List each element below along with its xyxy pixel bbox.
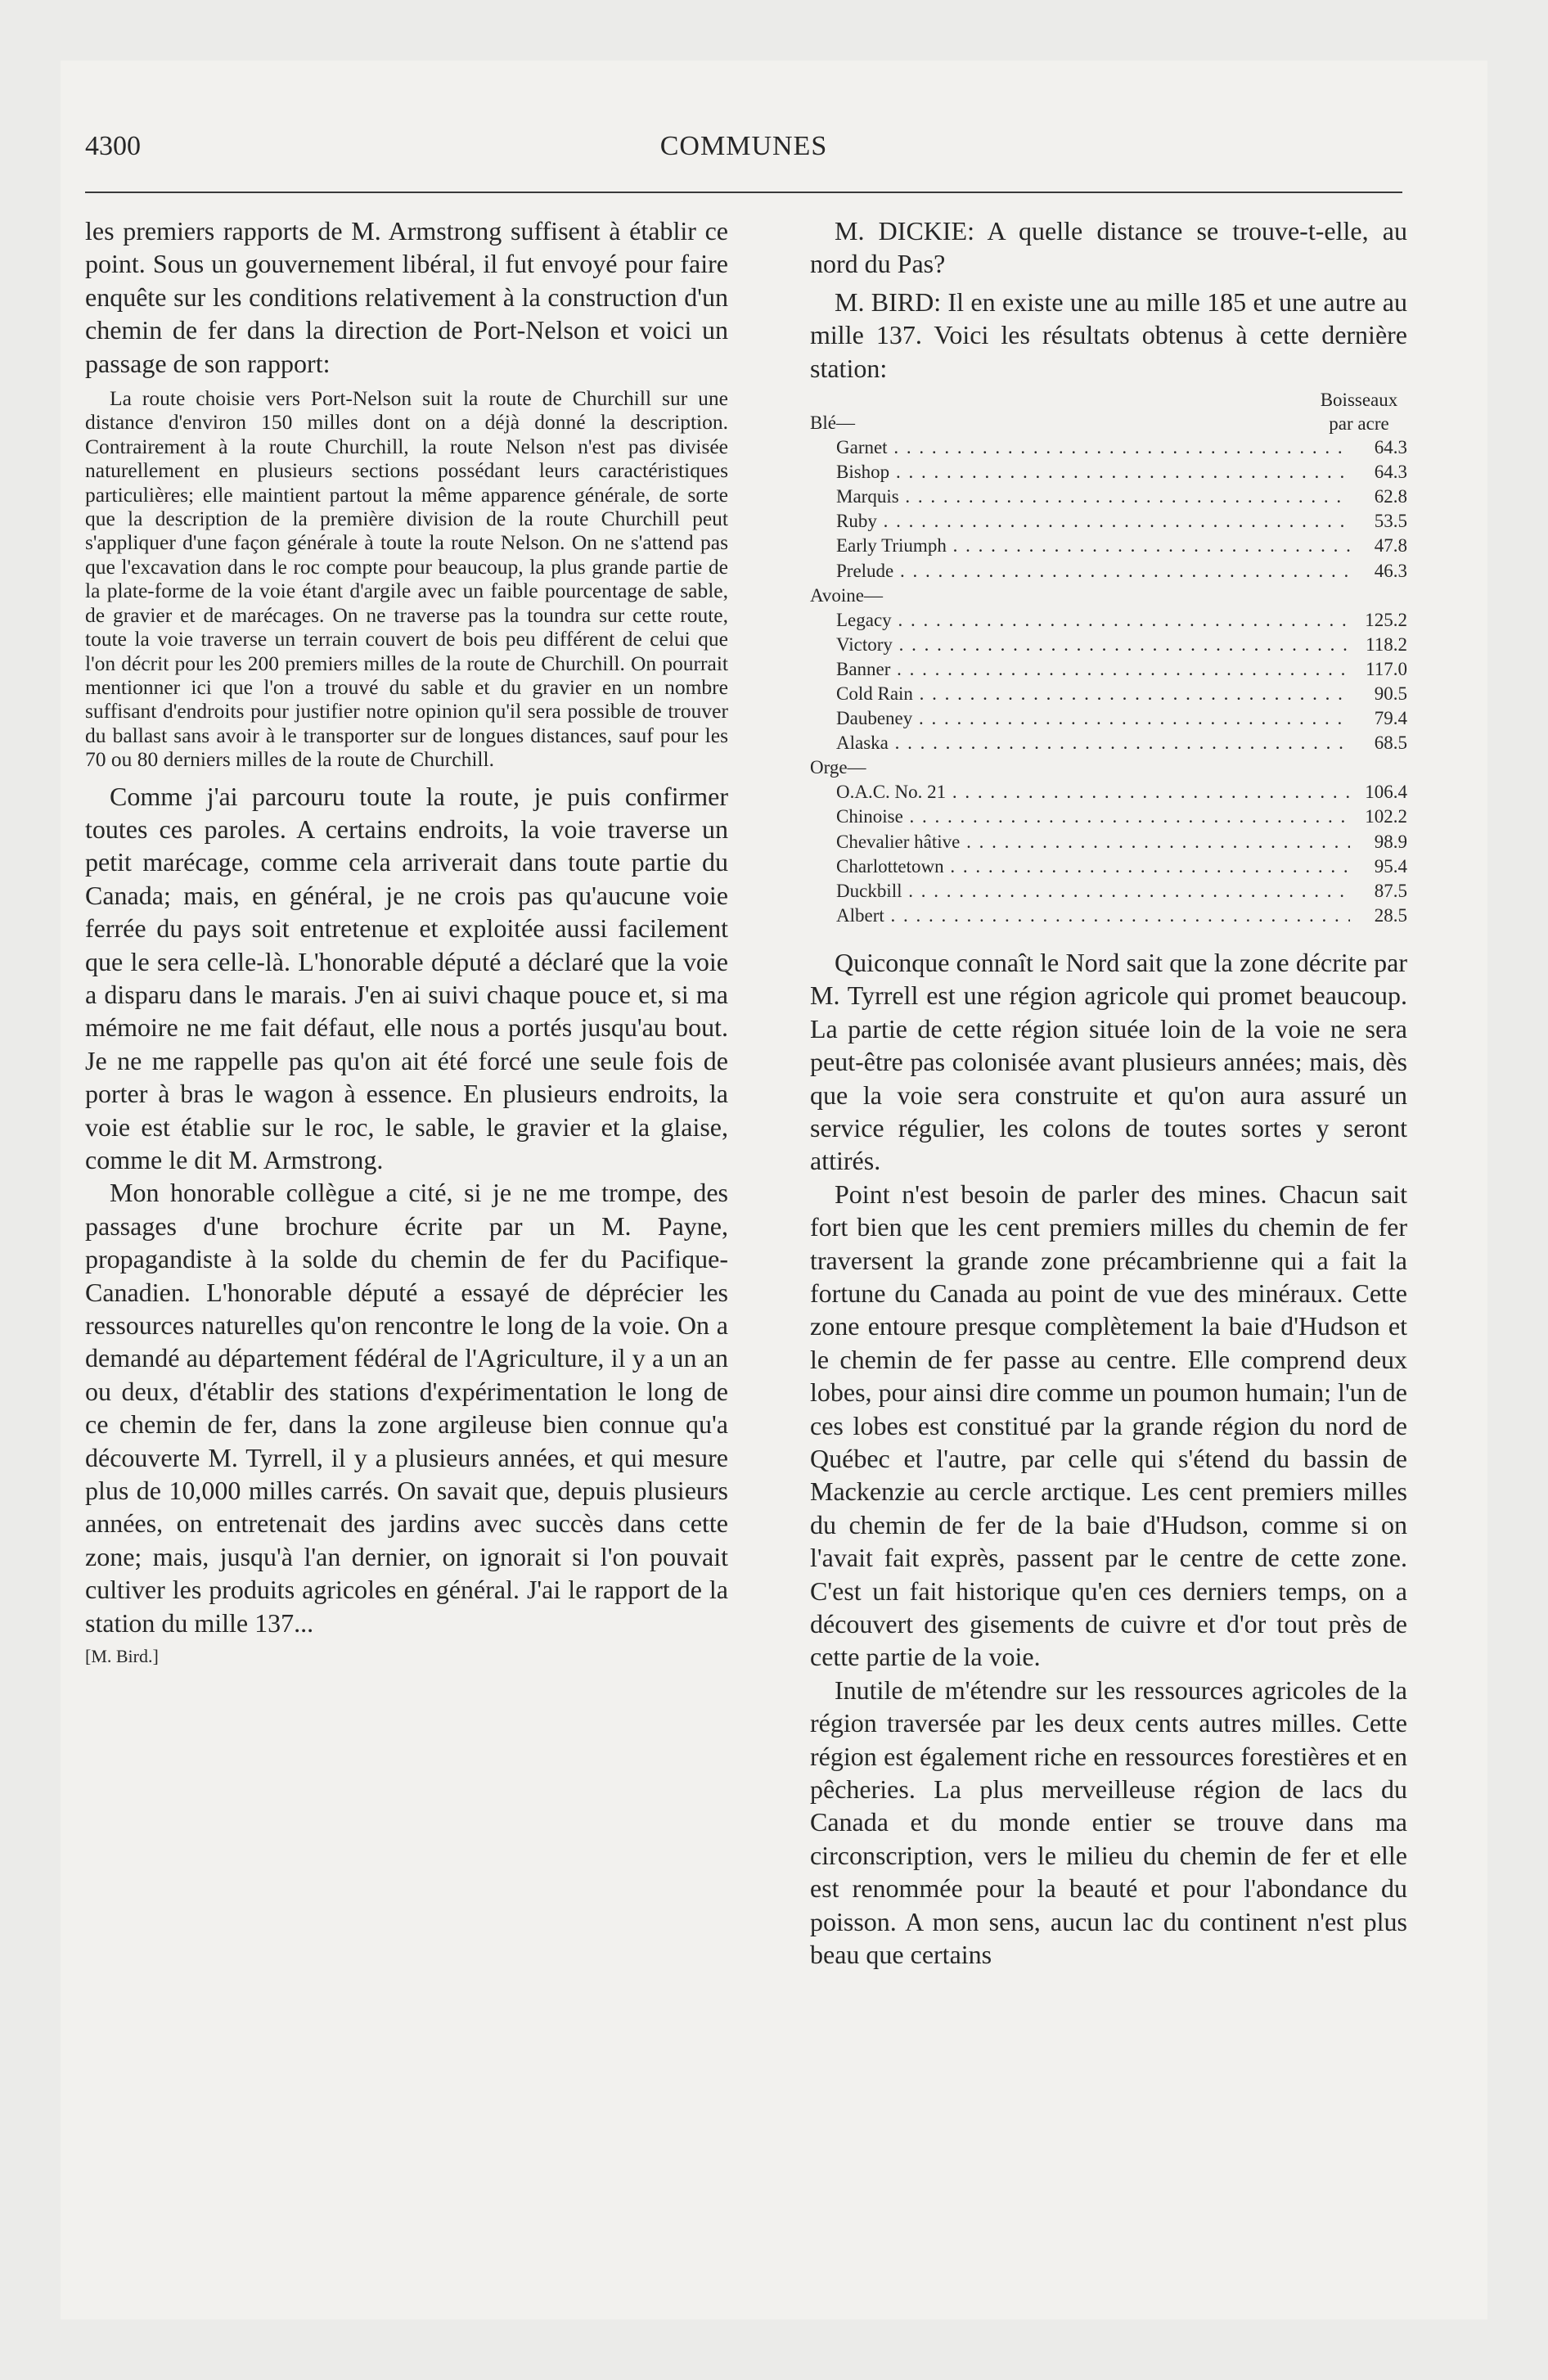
variety-name: Marquis . . . bbox=[810, 485, 1350, 509]
variety-name: Prelude . . . bbox=[810, 559, 1350, 584]
grain-yield-table bbox=[810, 388, 1407, 928]
yield-value: 125.2 bbox=[1365, 609, 1407, 630]
paragraph: M. BIRD: Il en existe une au mille 185 et une autre au mille 137. Voici les résultats obtenus à cette dernière station: bbox=[810, 286, 1407, 383]
variety-name: Early Triumph . . . bbox=[810, 534, 1350, 558]
table-row bbox=[810, 657, 1407, 682]
table-row bbox=[810, 731, 1407, 755]
paragraph: Mon honorable collègue a cité, si je ne me trompe, des passages d'une brochure écrite par un M. Payne, propagandiste à la solde du chemin de fer du Pacifique-Canadien. L'honorable député a essayé de déprécier les ressources naturelles qu'on rencontre le long de la voie. On a demandé au département fédéral de l'Agriculture, il y a un an ou deux, d'établir des stations d'expérimentation le long de ce chemin de fer, dans la zone argileuse bien connue qu'a découverte M. Tyrrell, il y a plusieurs années, et qui mesure plus de 10,000 milles carrés. On savait que, depuis plusieurs années, on entretenait des jardins avec succès dans cette zone; mais, jusqu'à l'an dernier, on ignorait si l'on pouvait cultiver les produits agricoles en général. J'ai le rapport de la station du mille 137... bbox=[85, 1178, 728, 1638]
variety-name: Bishop . . . bbox=[810, 460, 1350, 485]
table-header bbox=[810, 388, 1407, 435]
paragraph: Comme j'ai parcouru toute la route, je puis confirmer toutes ces paroles. A certains endroits, la voie traverse un petit marécage, comme cela arriverait dans toute partie du Canada; mais, en général, je ne crois pas qu'aucune voie ferrée du pays soit entretenue et exploitée aussi facilement que le sera celle-là. L'honorable député a déclaré que la voie a disparu dans le marais. J'en ai suivi chaque pouce et, si ma mémoire ne me fait défaut, elle nous a portés jusqu'au bout. Je ne me rappelle pas qu'on ait été forcé une seule fois de porter à bras le wagon à essence. En plusieurs endroits, la voie est établie sur le roc, le sable, le gravier et la glaise, comme le dit M. Armstrong. bbox=[85, 781, 728, 1174]
table-row bbox=[810, 706, 1407, 731]
variety-name: Albert . . . bbox=[810, 904, 1350, 928]
unit-heading bbox=[1306, 388, 1412, 435]
yield-value: 87.5 bbox=[1374, 880, 1407, 901]
paragraph: les premiers rapports de M. Armstrong suffisent à établir ce point. Sous un gouvernement libéral, il fut envoyé pour faire enquête sur les conditions relativement à la construction d'un chemin de fer dans la direction de Port-Nelson et voici un passage de son rapport: bbox=[85, 216, 728, 378]
category-label: Orge— bbox=[810, 757, 866, 778]
paragraph: Point n'est besoin de parler des mines. Chacun sait fort bien que les cent premiers milles du chemin de fer traversent la grande zone précambrienne qui a fait la fortune du Canada au point de vue des minéraux. Cette zone entoure presque complètement la baie d'Hudson et le chemin de fer passe au centre. Elle comprend deux lobes, pour ainsi dire comme un poumon humain; l'un de ces lobes est constitué par la grande région du nord de Québec et l'autre, par celle qui s'étend du bassin de Mackenzie au cercle arctique. Les cent premiers milles du chemin de fer de la baie d'Hudson, comme si on l'avait fait exprès, passent par le centre de cette zone. C'est un fait historique qu'en ces derniers temps, on a découvert des gisements de cuivre et d'or tout près de cette partie de la voie. bbox=[810, 1179, 1407, 1672]
category-label: Avoine— bbox=[810, 584, 884, 606]
unit-line: par acre bbox=[1329, 413, 1389, 435]
variety-name: Victory . . . bbox=[810, 633, 1350, 657]
yield-value: 47.8 bbox=[1374, 535, 1407, 557]
variety-name: Legacy . . . bbox=[810, 608, 1350, 633]
yield-value: 98.9 bbox=[1374, 831, 1407, 852]
yield-value: 46.3 bbox=[1374, 560, 1407, 581]
unit-line: Boisseaux bbox=[1320, 390, 1398, 411]
yield-value: 118.2 bbox=[1366, 633, 1407, 655]
page-number: 4300 bbox=[85, 131, 141, 161]
table-row bbox=[810, 682, 1407, 706]
table-row bbox=[810, 830, 1407, 854]
table-row bbox=[810, 854, 1407, 879]
yield-value: 102.2 bbox=[1365, 806, 1407, 827]
variety-name: Ruby . . . bbox=[810, 509, 1350, 534]
variety-name: Cold Rain . . . bbox=[810, 682, 1350, 706]
yield-value: 79.4 bbox=[1374, 708, 1407, 729]
variety-name: Duckbill . . . bbox=[810, 879, 1350, 904]
left-column bbox=[85, 214, 728, 1667]
speaker-signature: [M. Bird.] bbox=[85, 1646, 159, 1667]
header-rule bbox=[85, 192, 1402, 193]
paragraph: M. DICKIE: A quelle distance se trouve-t-elle, au nord du Pas? bbox=[810, 216, 1407, 279]
variety-name: O.A.C. No. 21 . . . bbox=[810, 780, 1350, 805]
variety-name: Alaska . . . bbox=[810, 731, 1350, 755]
paragraph: Quiconque connaît le Nord sait que la zone décrite par M. Tyrrell est une région agricole qui promet beaucoup. La partie de cette région située loin de la voie ne sera peut-être pas colonisée avant plusieurs années; mais, dès que la voie sera construite et qu'on aura assuré un service régulier, les colons de toutes sortes y seront attirés. bbox=[810, 947, 1407, 1176]
yield-value: 106.4 bbox=[1365, 782, 1407, 803]
table-row bbox=[810, 608, 1407, 633]
yield-value: 62.8 bbox=[1374, 486, 1407, 507]
yield-value: 28.5 bbox=[1374, 904, 1407, 926]
table-row bbox=[810, 633, 1407, 657]
table-row bbox=[810, 534, 1407, 558]
table-row bbox=[810, 879, 1407, 904]
table-row bbox=[810, 805, 1407, 829]
yield-value: 64.3 bbox=[1374, 462, 1407, 483]
variety-name: Charlottetown . . . bbox=[810, 854, 1350, 879]
table-row bbox=[810, 435, 1407, 460]
right-column bbox=[810, 214, 1407, 1972]
yield-value: 90.5 bbox=[1374, 683, 1407, 704]
yield-value: 95.4 bbox=[1374, 855, 1407, 877]
variety-name: Chinoise . . . bbox=[810, 805, 1350, 829]
yield-value: 64.3 bbox=[1374, 437, 1407, 458]
yield-value: 53.5 bbox=[1374, 511, 1407, 532]
variety-name: Chevalier hâtive . . . bbox=[810, 830, 1350, 854]
variety-name: Banner . . . bbox=[810, 657, 1350, 682]
table-row bbox=[810, 509, 1407, 534]
block-quote: La route choisie vers Port-Nelson suit la route de Churchill sur une distance d'environ 150 milles dont on a déjà donné la description. Contrairement à la route Churchill, la route Nelson n'est pas divisée naturellement en plusieurs sections possédant leurs caractéristiques particulières; elle maintient partout la même apparence générale, de sorte que la description de la première division de la route Churchill peut s'appliquer d'une façon générale à toute la route Nelson. On ne s'attend pas que l'excavation dans le roc compte pour beaucoup, la plus grande partie de la plate-forme de la voie étant d'argile avec un faible pourcentage de sable, de gravier et de marécages. On ne traverse pas la toundra sur cette route, toute la voie traverse un terrain couvert de bois peu différent de celui que l'on décrit pour les 200 premiers milles de la route de Churchill. On pourrait mentionner ici que l'on a trouvé du sable et du gravier en un nombre suffisant d'endroits pour justifier notre opinion qu'il sera possible de trouver du ballast sans avoir à le transporter sur de longues distances, sauf pour les 70 ou 80 derniers milles de la route de Churchill. bbox=[85, 386, 728, 772]
table-row bbox=[810, 460, 1407, 485]
paragraph: Inutile de m'étendre sur les ressources agricoles de la région traversée par les deux cents autres milles. Cette région est également riche en ressources forestières et en pêcheries. La plus merveilleuse région de lacs du Canada et du monde entier se trouve dans ma circonscription, vers le milieu du chemin de fer et elle est renommée pour la beauté et pour l'abondance du poisson. A mon sens, aucun lac du continent n'est plus beau que certains bbox=[810, 1675, 1407, 1970]
table-row bbox=[810, 485, 1407, 509]
yield-value: 117.0 bbox=[1366, 658, 1407, 679]
variety-name: Garnet . . . bbox=[810, 435, 1350, 460]
running-title: COMMUNES bbox=[659, 131, 828, 161]
yield-value: 68.5 bbox=[1374, 732, 1407, 754]
category-label: Blé— bbox=[810, 412, 855, 433]
page-header bbox=[85, 131, 1402, 180]
table-row bbox=[810, 780, 1407, 805]
table-row bbox=[810, 904, 1407, 928]
variety-name: Daubeney . . . bbox=[810, 706, 1350, 731]
table-row bbox=[810, 559, 1407, 584]
